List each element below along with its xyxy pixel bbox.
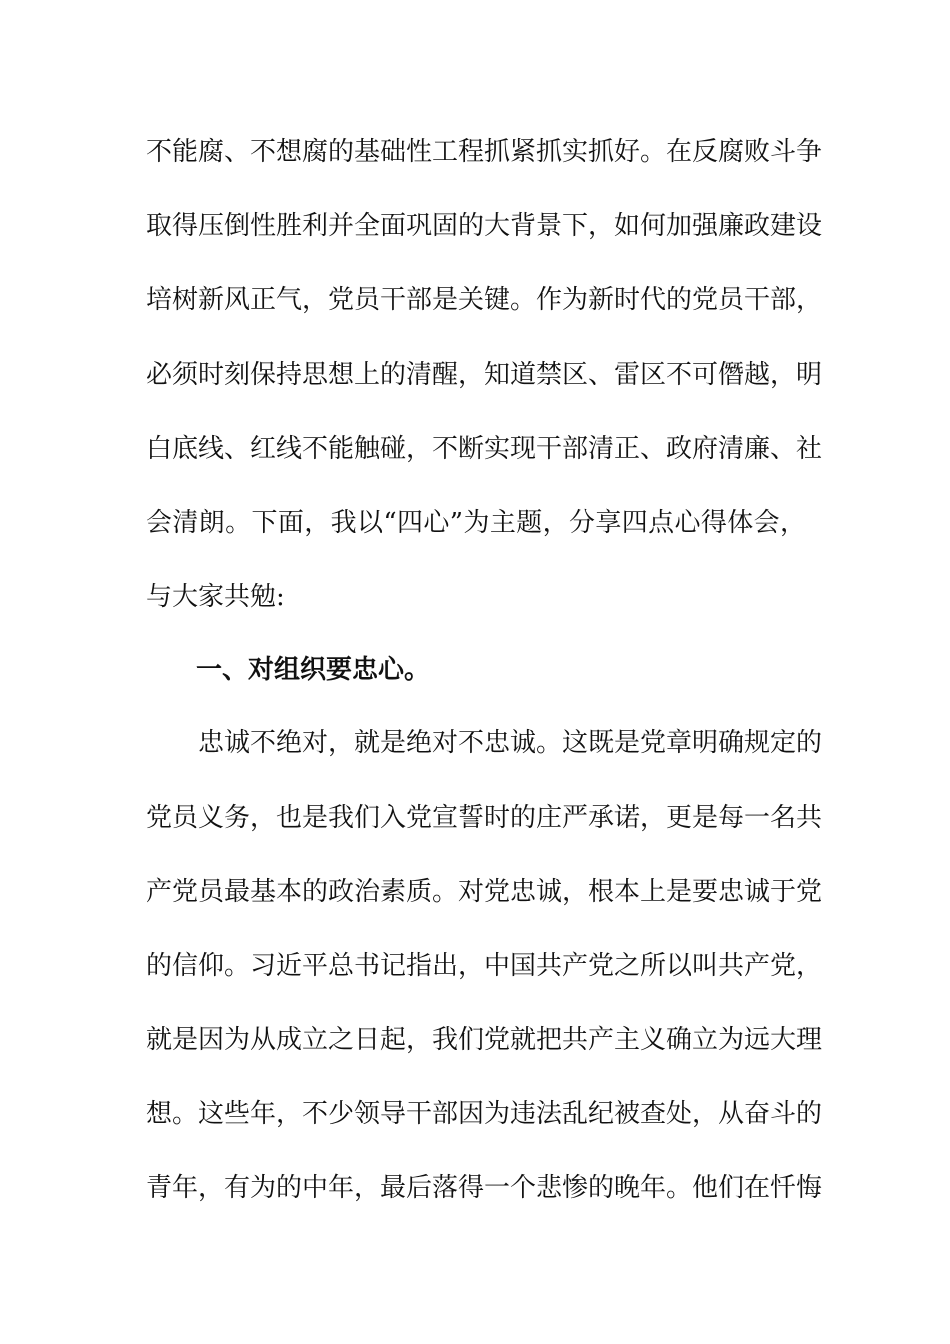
text-line-5: 白底线、红线不能触碰，不断实现干部清正、政府清廉、社 (146, 434, 823, 464)
text-line-12: 的信仰。习近平总书记指出，中国共产党之所以叫共产党， (146, 951, 823, 981)
text-line-6: 会清朗。下面，我以“四心”为主题，分享四点心得体会， (146, 508, 806, 538)
text-line-7: 与大家共勉: (146, 582, 285, 612)
section-heading-1: 一、对组织要忠心。 (196, 655, 431, 685)
text-line-14: 想。这些年，不少领导干部因为违法乱纪被查处，从奋斗的 (146, 1099, 823, 1129)
text-line-9: 忠诚不绝对，就是绝对不忠诚。这既是党章明确规定的 (198, 728, 823, 758)
text-line-15: 青年，有为的中年，最后落得一个悲惨的晚年。他们在忏悔 (146, 1173, 823, 1203)
text-line-13: 就是因为从成立之日起，我们党就把共产主义确立为远大理 (146, 1025, 823, 1055)
text-line-4: 必须时刻保持思想上的清醒，知道禁区、雷区不可僭越，明 (146, 360, 823, 390)
text-line-11: 产党员最基本的政治素质。对党忠诚，根本上是要忠诚于党 (146, 877, 823, 907)
text-line-1: 不能腐、不想腐的基础性工程抓紧抓实抓好。在反腐败斗争 (146, 137, 823, 167)
text-line-3: 培树新风正气，党员干部是关键。作为新时代的党员干部， (146, 285, 823, 315)
text-line-2: 取得压倒性胜利并全面巩固的大背景下，如何加强廉政建设 (146, 211, 823, 241)
text-line-10: 党员义务，也是我们入党宣誓时的庄严承诺，更是每一名共 (146, 803, 823, 833)
